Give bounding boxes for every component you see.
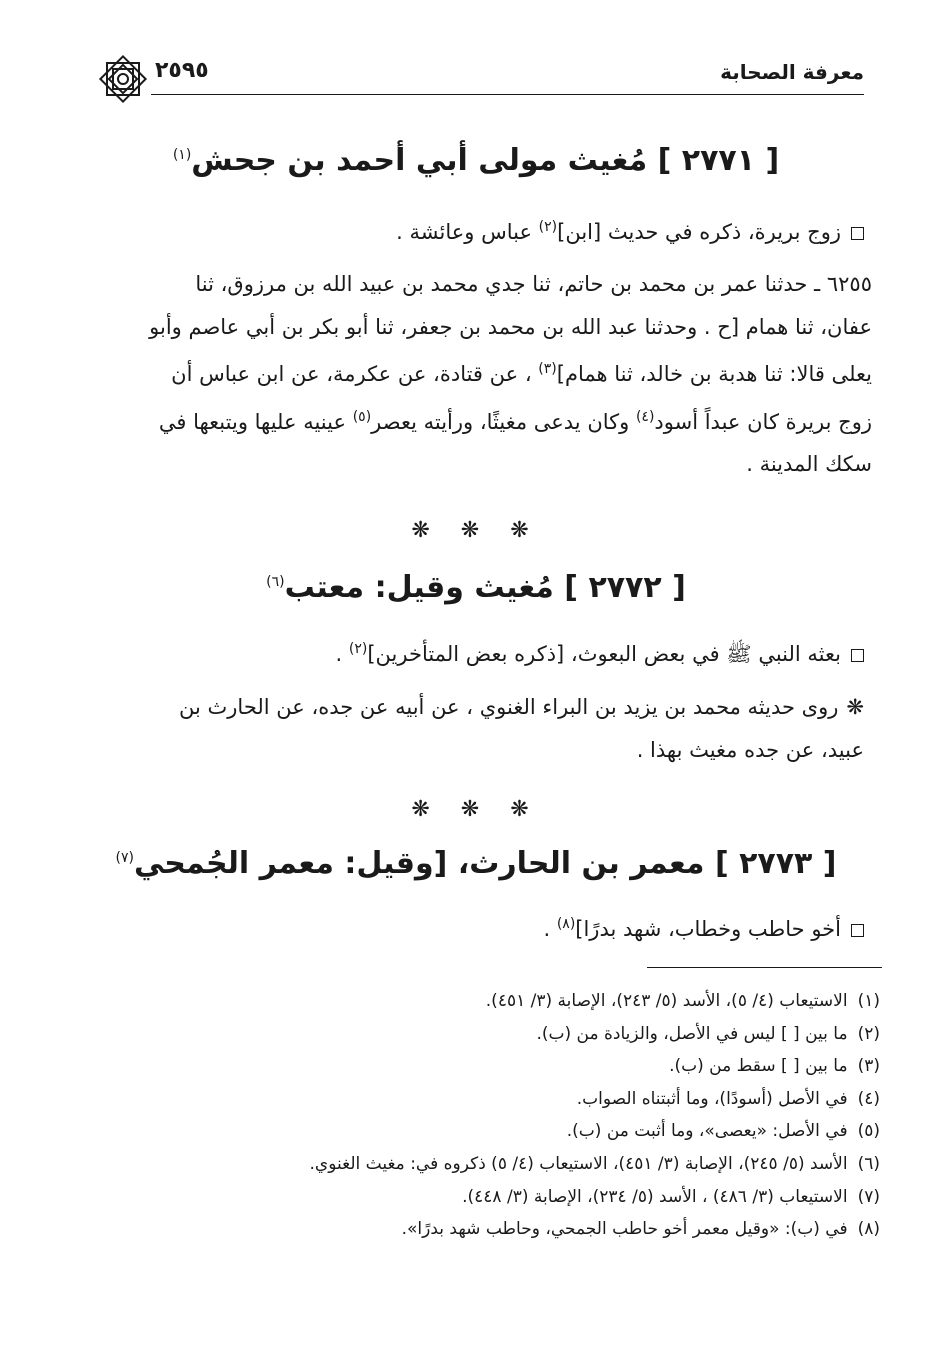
hadith-line-text: ، عن قتادة، عن عكرمة، عن ابن عباس أن bbox=[171, 362, 539, 386]
entry-heading-2773 bbox=[70, 846, 882, 881]
note-text: أخو حاطب وخطاب، شهد بدرًا] bbox=[575, 917, 841, 941]
footnote-ref: (٣) bbox=[538, 361, 557, 377]
asterisk-bullet-icon: ❋ bbox=[846, 695, 864, 719]
footnote-text: في (ب): «وقيل معمر أخو حاطب الجمحي، وحاطب شهد بدرًا». bbox=[401, 1219, 848, 1240]
footnote-ref: (٧) bbox=[115, 850, 134, 866]
footnote-text: ما بين [ ] سقط من (ب). bbox=[669, 1056, 848, 1077]
footnote-number: (٧) bbox=[857, 1186, 880, 1207]
header-rule bbox=[151, 94, 864, 95]
narration-line: عبيد، عن جده مغيث بهذا . bbox=[636, 737, 864, 762]
footnote-item bbox=[120, 1213, 880, 1246]
hadith-line: عفان، ثنا همام [ح . وحدثنا عبد الله بن محمد بن جعفر، ثنا أبو بكر بن أبي عاصم وأبو bbox=[149, 314, 872, 339]
entry-heading-2772 bbox=[70, 570, 882, 605]
footnote-ref: (٨) bbox=[556, 916, 576, 932]
hadith-line-text: وكان يدعى مغيثًا، ورأيته يعصر bbox=[371, 409, 636, 434]
hadith-line bbox=[82, 348, 872, 396]
footnote-ref: (٢) bbox=[348, 641, 368, 657]
footnote-number: (١) bbox=[857, 991, 880, 1011]
footnote-number: (٨) bbox=[857, 1219, 880, 1240]
hadith-line bbox=[82, 396, 872, 444]
note-text: بعثه النبي ﷺ في بعض البعوث، [ذكره بعض المتأخرين] bbox=[367, 642, 841, 666]
footnote-text: ما بين [ ] ليس في الأصل، والزيادة من (ب). bbox=[536, 1023, 848, 1044]
footnote-item bbox=[120, 985, 880, 1018]
footnote-ref: (١) bbox=[172, 147, 192, 163]
footnote-number: (٦) bbox=[857, 1153, 880, 1174]
footnote-item bbox=[120, 1181, 880, 1214]
hadith-line-text: عينيه عليها ويتبعها في bbox=[158, 409, 353, 434]
footnote-item bbox=[120, 1018, 880, 1051]
entry-title: [ ٢٧٧١ ] مُغيث مولى أبي أحمد بن جحش bbox=[191, 143, 780, 178]
square-bullet-icon bbox=[851, 649, 864, 662]
entry-title: [ ٢٧٧٣ ] معمر بن الحارث، [وقيل: معمر الجُمحي bbox=[133, 846, 837, 881]
note-tail: . bbox=[543, 917, 557, 941]
octagram-ornament-icon bbox=[95, 51, 151, 107]
section-separator: ❋ ❋ ❋ bbox=[411, 518, 541, 543]
footnote-text: الأسد (٥/ ٢٤٥)، الإصابة (٣/ ٤٥١)، الاستيعاب (٤/ ٥) ذكروه في: مغيث الغنوي. bbox=[309, 1153, 848, 1174]
footnote-number: (٥) bbox=[857, 1121, 880, 1142]
square-bullet-icon bbox=[851, 227, 864, 240]
entry-narration-2772 bbox=[105, 686, 864, 771]
hadith-line-text: زوج بريرة كان عبداً أسود bbox=[654, 409, 872, 434]
footnote-ref: (٢) bbox=[538, 219, 558, 235]
note-tail: . bbox=[335, 642, 349, 666]
hadith-6255 bbox=[82, 263, 872, 486]
footnote-number: (٢) bbox=[857, 1023, 880, 1044]
footnote-ref: (٤) bbox=[635, 408, 655, 425]
note-tail: عباس وعائشة . bbox=[396, 220, 539, 244]
footnote-text: الاستيعاب (٤/ ٥)، الأسد (٥/ ٢٤٣)، الإصابة (٣/ ٤٥١). bbox=[485, 991, 848, 1011]
entry-heading-2771 bbox=[70, 143, 882, 178]
section-separator: ❋ ❋ ❋ bbox=[411, 797, 541, 822]
hadith-line: ٦٢٥٥ ـ حدثنا عمر بن محمد بن حاتم، ثنا جدي محمد بن عبيد الله بن مرزوق، ثنا bbox=[195, 272, 872, 296]
page-number: ٢٥٩٥ bbox=[155, 58, 209, 83]
book-title: معرفة الصحابة bbox=[720, 60, 864, 84]
footnote-text: الاستيعاب (٣/ ٤٨٦) ، الأسد (٥/ ٢٣٤)، الإصابة (٣/ ٤٤٨). bbox=[462, 1186, 848, 1207]
entry-note-2771 bbox=[82, 206, 864, 254]
footnote-ref: (٥) bbox=[352, 408, 372, 425]
footnote-item bbox=[120, 1148, 880, 1181]
entry-title: [ ٢٧٧٢ ] مُغيث وقيل: معتب bbox=[284, 570, 686, 605]
footnote-item bbox=[120, 1050, 880, 1083]
footnote-rule bbox=[647, 967, 882, 968]
narration-text: روى حديثه محمد بن يزيد بن البراء الغنوي ، عن أبيه عن جده، عن الحارث بن bbox=[179, 695, 839, 719]
footnote-text: في الأصل (أسودًا)، وما أثبتناه الصواب. bbox=[576, 1088, 848, 1109]
footnote-number: (٤) bbox=[857, 1088, 880, 1109]
footnote-item bbox=[120, 1115, 880, 1148]
footnote-number: (٣) bbox=[857, 1056, 880, 1077]
hadith-line-text: يعلى قالا: ثنا هدبة بن خالد، ثنا همام] bbox=[556, 362, 872, 386]
footnote-text: في الأصل: «يعصى»، وما أثبت من (ب). bbox=[566, 1121, 848, 1142]
running-header bbox=[95, 56, 864, 96]
entry-note-2773 bbox=[82, 903, 864, 951]
hadith-line: سكك المدينة . bbox=[746, 452, 872, 476]
footnotes-list bbox=[120, 985, 880, 1246]
square-bullet-icon bbox=[851, 924, 864, 937]
note-text: زوج بريرة، ذكره في حديث [ابن] bbox=[557, 220, 841, 244]
footnote-ref: (٦) bbox=[266, 574, 285, 590]
footnote-item bbox=[120, 1083, 880, 1116]
entry-note-2772 bbox=[82, 628, 864, 676]
narration-line bbox=[105, 686, 864, 729]
